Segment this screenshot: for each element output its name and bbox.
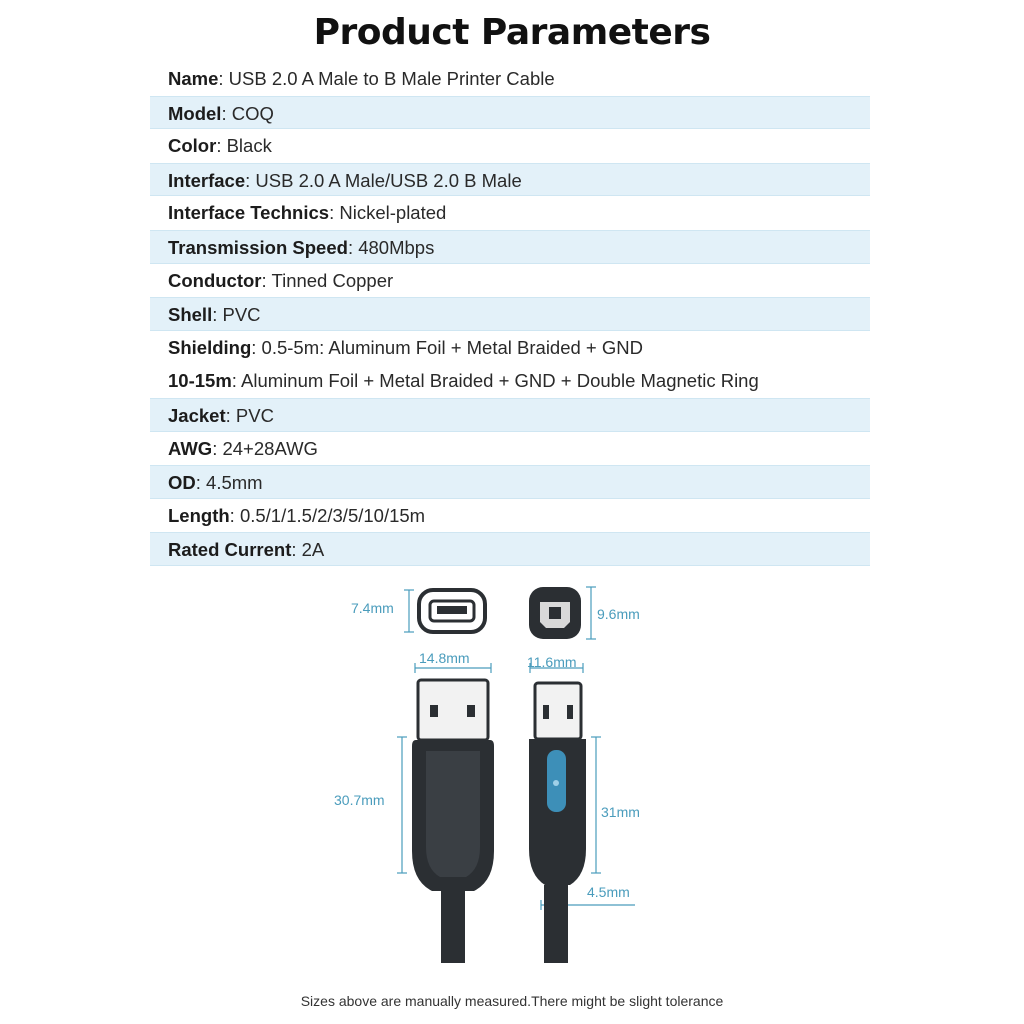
param-value: PVC bbox=[222, 304, 261, 326]
param-row bbox=[150, 62, 870, 96]
cable-diagram bbox=[0, 575, 1024, 995]
param-separator: : bbox=[212, 437, 223, 459]
param-row bbox=[150, 432, 870, 466]
param-value: 480Mbps bbox=[358, 236, 435, 258]
param-separator: : bbox=[347, 236, 359, 258]
b-plug-width-label: 11.6mm bbox=[527, 654, 577, 670]
a-body-length-label: 30.7mm bbox=[334, 792, 385, 808]
param-row bbox=[150, 196, 870, 230]
param-value: 24+28AWG bbox=[222, 437, 318, 459]
param-key: Name bbox=[168, 68, 219, 89]
param-separator: : bbox=[225, 404, 236, 426]
param-value: 2A bbox=[301, 539, 325, 561]
param-row bbox=[150, 499, 870, 533]
param-separator: : bbox=[212, 304, 223, 326]
param-row bbox=[150, 331, 870, 365]
usb-a-port-end-view bbox=[419, 590, 485, 632]
usb-a-plug bbox=[412, 680, 494, 963]
param-value: COQ bbox=[231, 102, 274, 124]
param-separator: : bbox=[261, 269, 272, 291]
param-row bbox=[150, 129, 870, 163]
param-row bbox=[150, 297, 870, 331]
parameters-table bbox=[150, 62, 870, 566]
param-value: PVC bbox=[235, 404, 274, 426]
b-body-length-label: 31mm bbox=[601, 804, 640, 820]
param-row bbox=[150, 532, 870, 566]
param-row bbox=[150, 398, 870, 432]
cable-illustration bbox=[0, 575, 1024, 995]
param-separator: : bbox=[195, 472, 207, 494]
param-value: USB 2.0 A Male/USB 2.0 B Male bbox=[255, 169, 522, 191]
param-key: OD bbox=[168, 472, 196, 494]
param-value: 4.5mm bbox=[206, 472, 263, 494]
b-port-height-label: 9.6mm bbox=[597, 606, 640, 622]
param-separator: : bbox=[221, 102, 232, 124]
param-key: Jacket bbox=[168, 404, 226, 426]
param-key: Interface Technics bbox=[168, 202, 330, 224]
param-value: Black bbox=[226, 135, 272, 157]
param-key: Shell bbox=[168, 304, 213, 326]
param-row bbox=[150, 264, 870, 298]
param-value: USB 2.0 A Male to B Male Printer Cable bbox=[228, 68, 555, 89]
param-key: Color bbox=[168, 135, 217, 157]
param-key: Interface bbox=[168, 169, 246, 191]
param-value: Tinned Copper bbox=[271, 269, 394, 291]
a-plug-width-label: 14.8mm bbox=[419, 650, 470, 666]
param-key: Rated Current bbox=[168, 539, 292, 561]
param-key: AWG bbox=[168, 437, 213, 459]
param-row bbox=[150, 364, 870, 398]
param-value: 0.5-5m: Aluminum Foil + Metal Braided + GND bbox=[261, 336, 643, 358]
param-row bbox=[150, 96, 870, 130]
param-separator: : bbox=[218, 68, 229, 89]
param-row bbox=[150, 230, 870, 264]
param-separator: : bbox=[231, 370, 242, 392]
param-separator: : bbox=[329, 202, 340, 224]
cable-od-label: 4.5mm bbox=[587, 884, 630, 900]
page-title: Product Parameters bbox=[313, 12, 711, 53]
param-key: Length bbox=[168, 504, 230, 526]
param-separator: : bbox=[216, 135, 227, 157]
usb-b-plug bbox=[529, 683, 586, 963]
param-key: Model bbox=[168, 102, 222, 124]
param-value: Aluminum Foil + Metal Braided + GND + Double Magnetic Ring bbox=[241, 370, 759, 392]
a-port-height-label: 7.4mm bbox=[351, 600, 394, 616]
measurement-note: Sizes above are manually measured.There might be slight tolerance bbox=[300, 993, 724, 1009]
param-key: Shielding bbox=[168, 336, 252, 358]
param-row bbox=[150, 163, 870, 197]
param-separator: : bbox=[229, 504, 240, 526]
param-key: Transmission Speed bbox=[168, 236, 348, 258]
param-separator: : bbox=[245, 169, 256, 191]
param-separator: : bbox=[251, 336, 262, 358]
param-value: 0.5/1/1.5/2/3/5/10/15m bbox=[239, 504, 426, 526]
param-key: Conductor bbox=[168, 269, 262, 291]
param-value: Nickel-plated bbox=[339, 202, 447, 224]
param-key: 10-15m bbox=[168, 370, 232, 392]
usb-b-port-end-view bbox=[529, 587, 581, 639]
param-separator: : bbox=[291, 539, 302, 561]
param-row bbox=[150, 465, 870, 499]
